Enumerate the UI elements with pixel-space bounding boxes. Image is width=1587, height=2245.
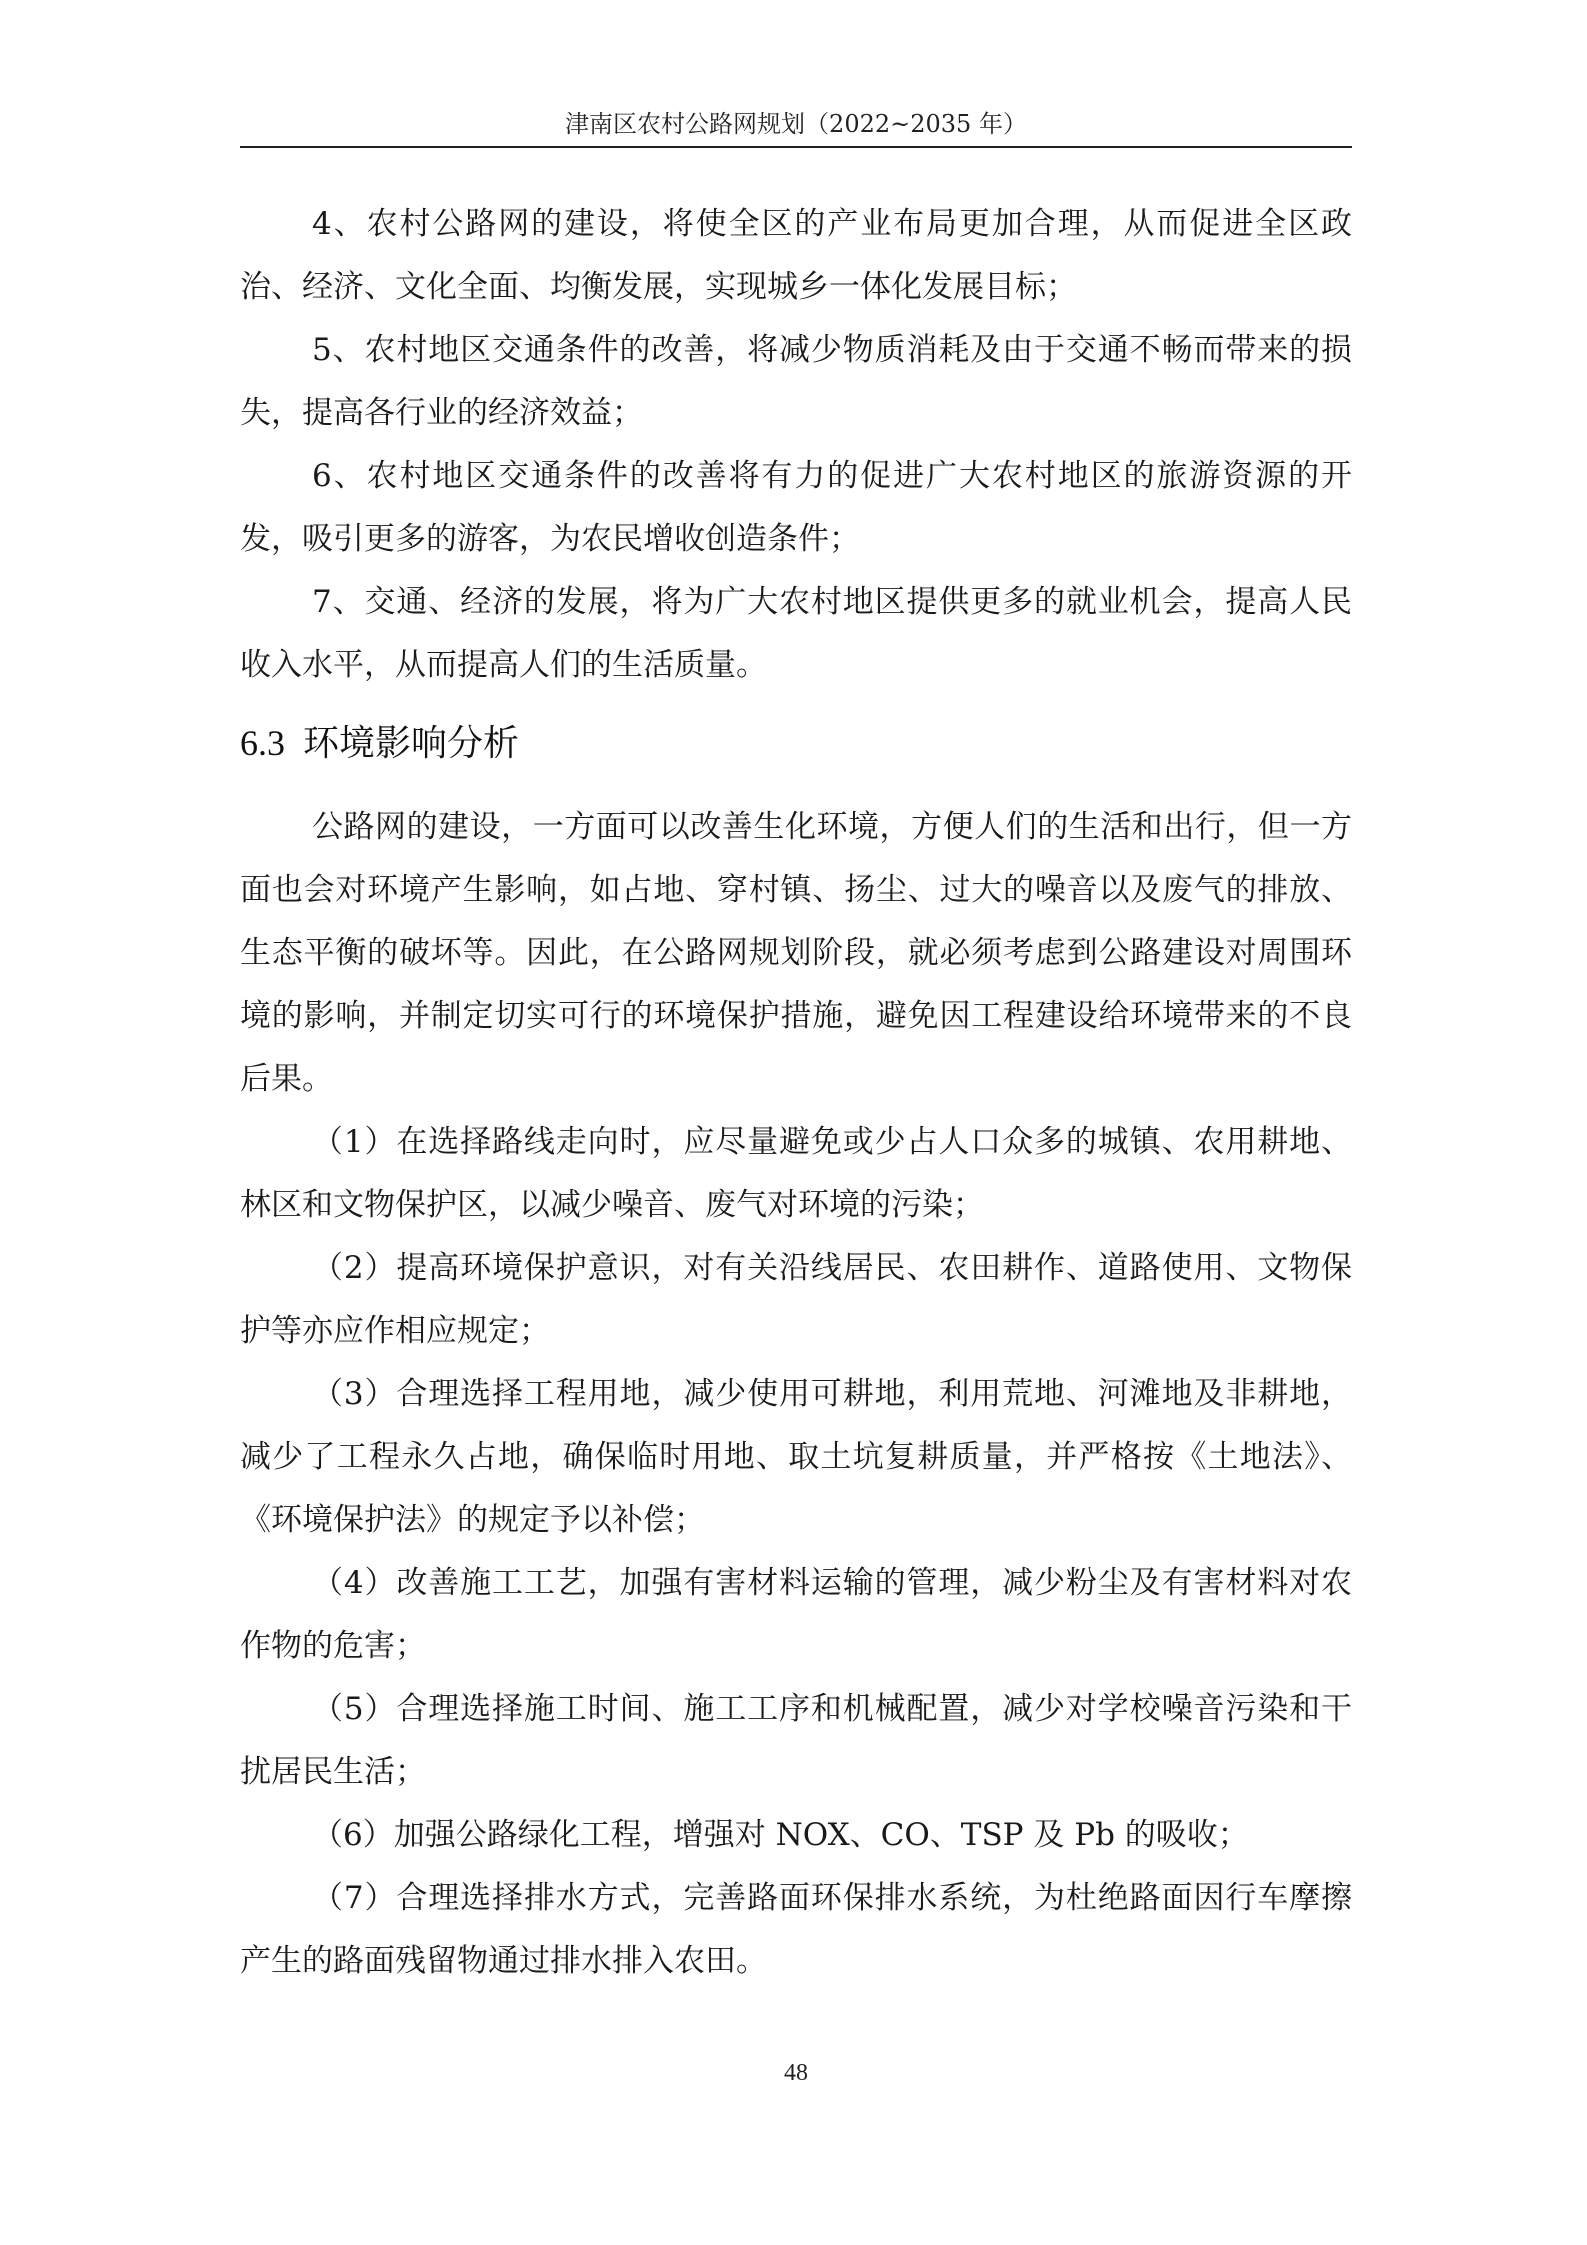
measure-item-5: （5）合理选择施工时间、施工工序和机械配置，减少对学校噪音污染和干扰居民生活； — [240, 1691, 1352, 1790]
running-header: 津南区农村公路网规划（2022~2035 年） — [565, 110, 1027, 138]
benefit-item-7: 7、交通、经济的发展，将为广大农村地区提供更多的就业机会，提高人民收入水平，从而提高人们的生活质量。 — [240, 584, 1352, 683]
section-intro: 公路网的建设，一方面可以改善生化环境，方便人们的生活和出行，但一方面也会对环境产生影响，如占地、穿村镇、扬尘、过大的噪音以及废气的排放、生态平衡的破坏等。因此，在公路网规划阶段，就必须考虑到公路建设对周围环境的影响，并制定切实可行的环境保护措施，避免因工程建设给环境带来的不良后果。 — [240, 809, 1352, 1097]
page-content — [240, 193, 1352, 1993]
section-number: 6.3 — [240, 723, 285, 763]
benefit-item-4: 4、农村公路网的建设，将使全区的产业布局更加合理，从而促进全区政治、经济、文化全面、均衡发展，实现城乡一体化发展目标； — [240, 206, 1352, 305]
measure-item-2: （2）提高环境保护意识，对有关沿线居民、农田耕作、道路使用、文物保护等亦应作相应规定； — [240, 1250, 1352, 1349]
header-rule — [240, 146, 1352, 148]
page-number: 48 — [784, 2060, 808, 2086]
measure-item-1: （1）在选择路线走向时，应尽量避免或少占人口众多的城镇、农用耕地、林区和文物保护区，以减少噪音、废气对环境的污染； — [240, 1124, 1352, 1223]
measure-item-3: （3）合理选择工程用地，减少使用可耕地，利用荒地、河滩地及非耕地，减少了工程永久占地，确保临时用地、取土坑复耕质量，并严格按《土地法》、《环境保护法》的规定予以补偿； — [240, 1376, 1352, 1538]
measure-item-4: （4）改善施工工艺，加强有害材料运输的管理，减少粉尘及有害材料对农作物的危害； — [240, 1565, 1352, 1664]
section-title: 环境影响分析 — [303, 723, 520, 764]
measure-item-6: （6）加强公路绿化工程，增强对 NOX、CO、TSP 及 Pb 的吸收； — [312, 1817, 1249, 1853]
benefit-item-6: 6、农村地区交通条件的改善将有力的促进广大农村地区的旅游资源的开发，吸引更多的游客，为农民增收创造条件； — [240, 458, 1352, 557]
section-heading — [240, 705, 1352, 782]
benefit-item-5: 5、农村地区交通条件的改善，将减少物质消耗及由于交通不畅而带来的损失，提高各行业的经济效益； — [240, 332, 1352, 431]
measure-item-7: （7）合理选择排水方式，完善路面环保排水系统，为杜绝路面因行车摩擦产生的路面残留物通过排水排入农田。 — [240, 1880, 1352, 1979]
